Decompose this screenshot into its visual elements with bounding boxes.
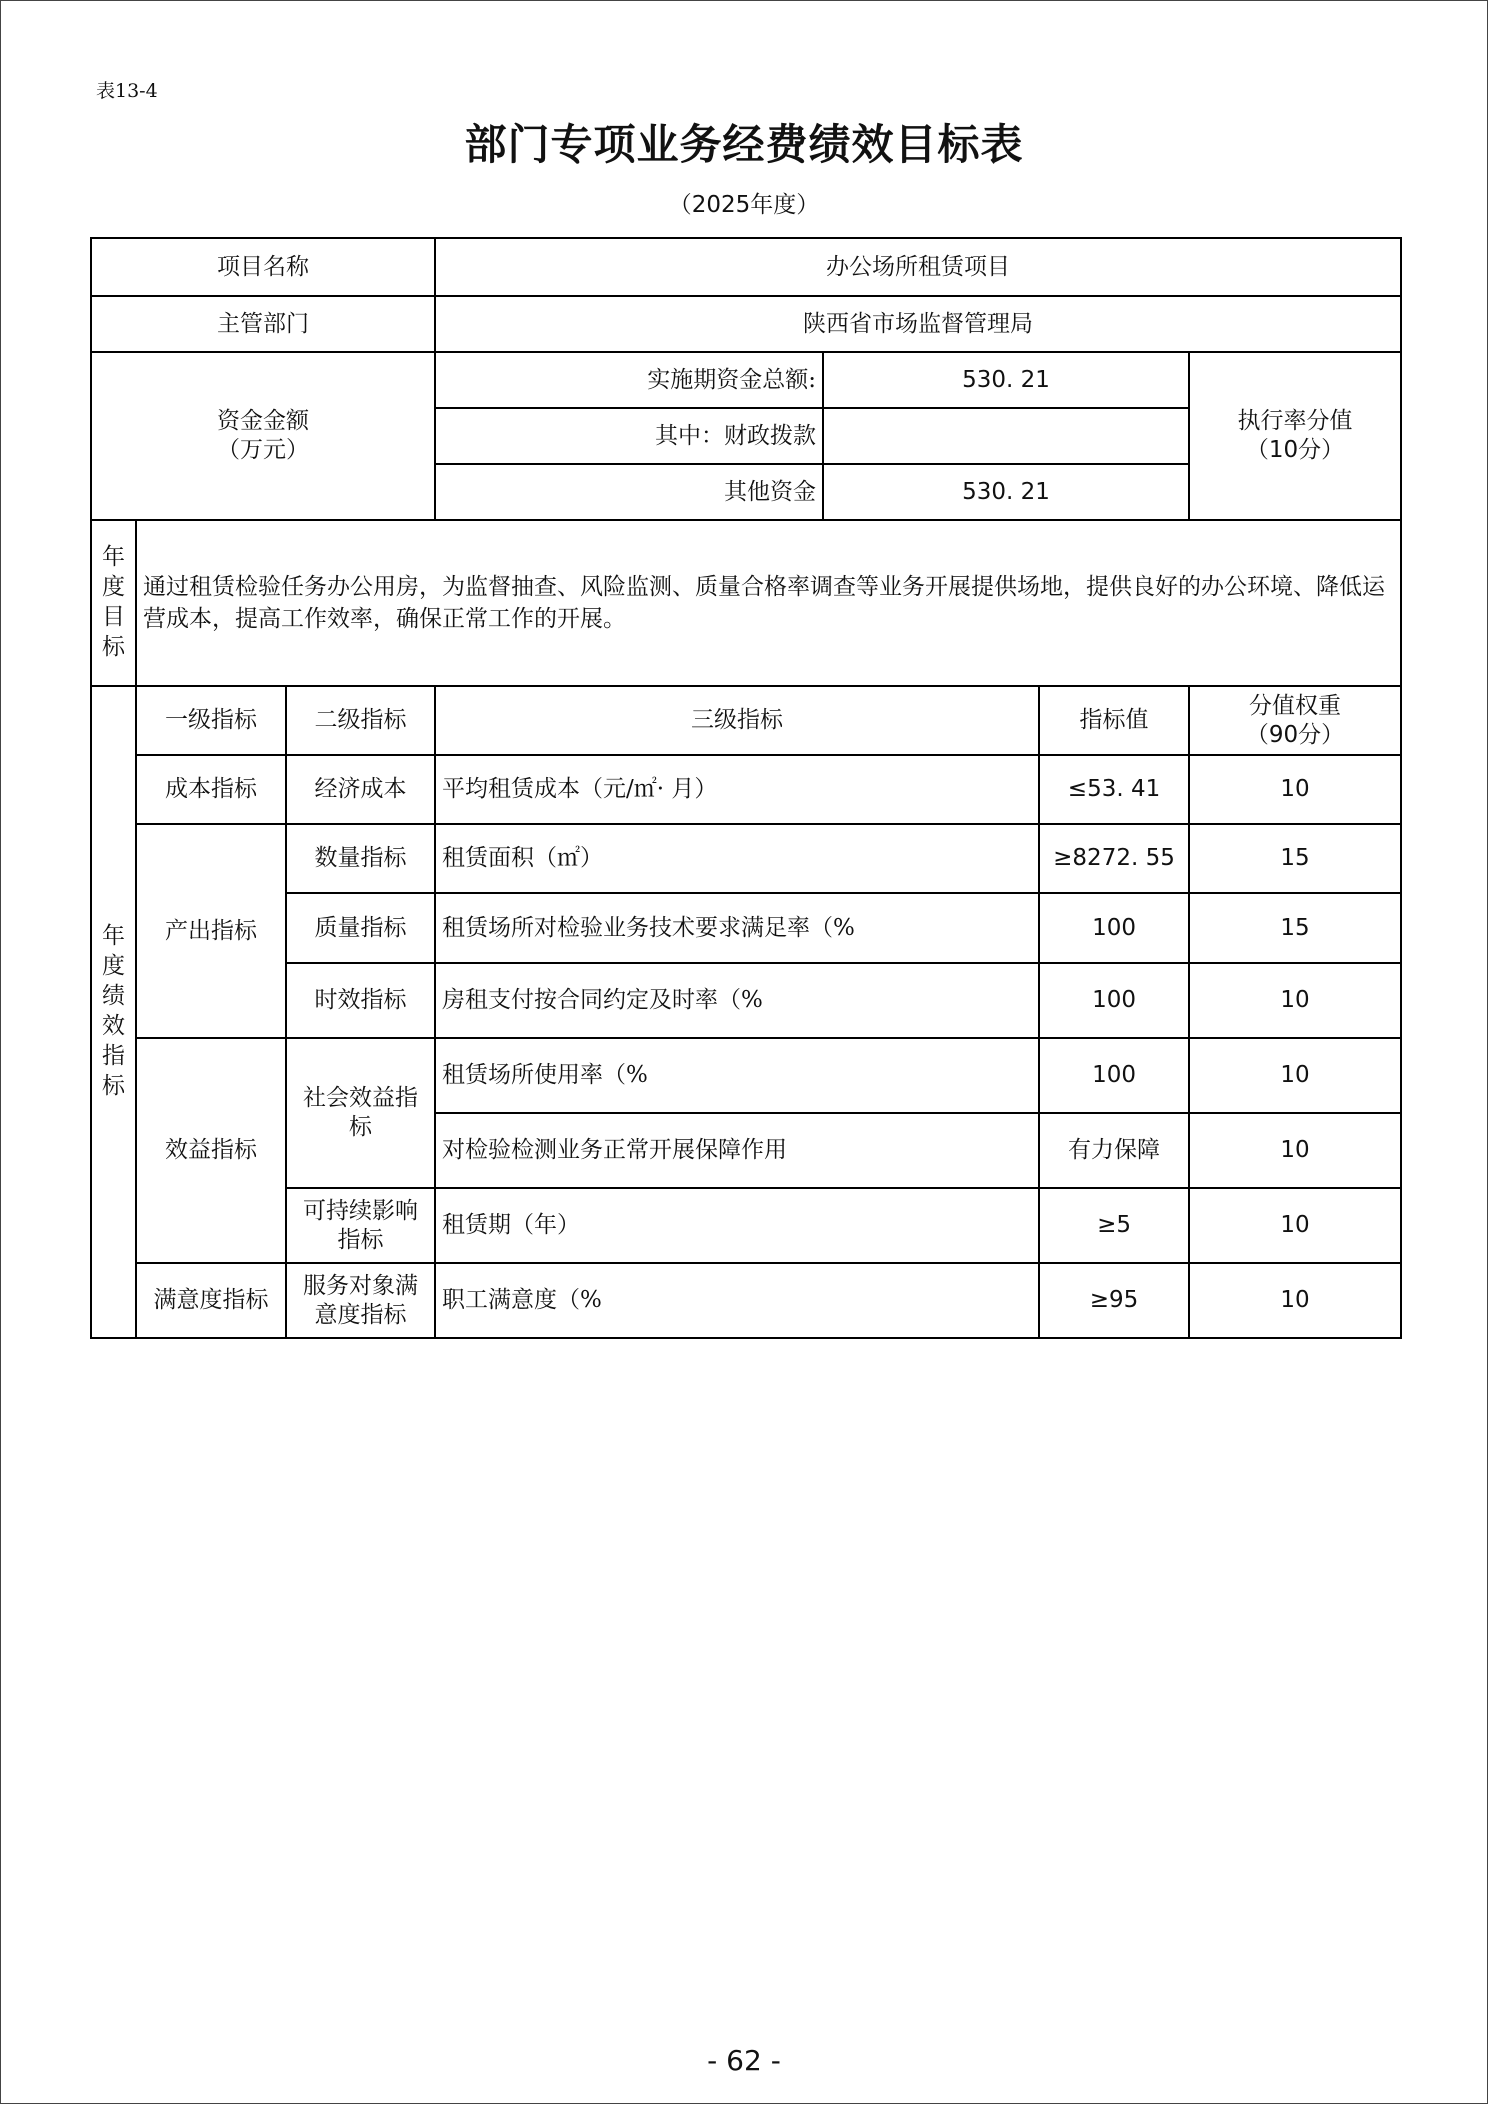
table-row bbox=[91, 824, 1401, 893]
table-row bbox=[91, 963, 1401, 1038]
funds-fiscal-label: 其中：财政拨款 bbox=[435, 408, 823, 464]
header-level3: 三级指标 bbox=[435, 686, 1039, 755]
table-row bbox=[91, 1038, 1401, 1113]
level3-cell: 租赁期（年） bbox=[435, 1188, 1039, 1263]
header-level2: 二级指标 bbox=[286, 686, 435, 755]
level3-cell: 租赁场所使用率（% bbox=[435, 1038, 1039, 1113]
table-code: 表13-4 bbox=[96, 80, 158, 102]
level1-cell: 产出指标 bbox=[136, 824, 286, 1038]
level3-cell: 房租支付按合同约定及时率（% bbox=[435, 963, 1039, 1038]
weight-cell: 10 bbox=[1189, 963, 1401, 1038]
performance-target-table bbox=[90, 237, 1402, 1339]
header-weight-line2: （90分） bbox=[1245, 721, 1345, 748]
project-name-value: 办公场所租赁项目 bbox=[435, 238, 1401, 296]
value-cell: ≥8272. 55 bbox=[1039, 824, 1189, 893]
level3-cell: 平均租赁成本（元/㎡· 月） bbox=[435, 755, 1039, 824]
funds-total-label: 实施期资金总额: bbox=[435, 352, 823, 408]
execution-rate-line2: （10分） bbox=[1245, 437, 1345, 463]
annual-goal-row bbox=[91, 520, 1401, 686]
weight-cell: 10 bbox=[1189, 1188, 1401, 1263]
funds-total-value: 530. 21 bbox=[823, 352, 1189, 408]
fiscal-year: （2025年度） bbox=[668, 192, 820, 218]
department-value: 陕西省市场监督管理局 bbox=[435, 296, 1401, 352]
level2-cell: 质量指标 bbox=[286, 893, 435, 963]
page-number: - 62 - bbox=[707, 2044, 781, 2077]
funds-total-row bbox=[91, 352, 1401, 408]
value-cell: 有力保障 bbox=[1039, 1113, 1189, 1188]
department-row bbox=[91, 296, 1401, 352]
level2-cell: 服务对象满意度指标 bbox=[286, 1263, 435, 1338]
weight-cell: 10 bbox=[1189, 1038, 1401, 1113]
table-row bbox=[91, 755, 1401, 824]
level1-cell: 效益指标 bbox=[136, 1038, 286, 1263]
level3-cell: 职工满意度（% bbox=[435, 1263, 1039, 1338]
funds-label-line1: 资金金额 bbox=[217, 408, 309, 435]
indicator-header-row bbox=[91, 686, 1401, 755]
annual-goal-label-cell bbox=[91, 520, 136, 686]
level2-cell: 数量指标 bbox=[286, 824, 435, 893]
funds-label-line2: （万元） bbox=[217, 437, 309, 463]
level1-cell: 成本指标 bbox=[136, 755, 286, 824]
level2-cell: 可持续影响指标 bbox=[286, 1188, 435, 1263]
value-cell: 100 bbox=[1039, 893, 1189, 963]
funds-label bbox=[91, 352, 435, 520]
value-cell: 100 bbox=[1039, 1038, 1189, 1113]
value-cell: ≥5 bbox=[1039, 1188, 1189, 1263]
weight-cell: 15 bbox=[1189, 893, 1401, 963]
level3-cell: 租赁面积（㎡） bbox=[435, 824, 1039, 893]
page-title: 部门专项业务经费绩效目标表 bbox=[464, 120, 1024, 169]
indicator-section-label-cell bbox=[91, 686, 136, 1338]
level2-cell: 社会效益指标 bbox=[286, 1038, 435, 1188]
table-row bbox=[91, 1188, 1401, 1263]
header-weight bbox=[1189, 686, 1401, 755]
header-value: 指标值 bbox=[1039, 686, 1189, 755]
level3-cell: 租赁场所对检验业务技术要求满足率（% bbox=[435, 893, 1039, 963]
annual-goal-label: 年度目标 bbox=[102, 544, 125, 660]
table-row bbox=[91, 893, 1401, 963]
header-level1: 一级指标 bbox=[136, 686, 286, 755]
weight-cell: 10 bbox=[1189, 1113, 1401, 1188]
value-cell: ≥95 bbox=[1039, 1263, 1189, 1338]
funds-fiscal-value bbox=[823, 408, 1189, 464]
level1-cell: 满意度指标 bbox=[136, 1263, 286, 1338]
level2-cell: 时效指标 bbox=[286, 963, 435, 1038]
execution-rate-line1: 执行率分值 bbox=[1237, 408, 1353, 435]
weight-cell: 15 bbox=[1189, 824, 1401, 893]
execution-rate-label bbox=[1189, 352, 1401, 520]
level2-cell: 经济成本 bbox=[286, 755, 435, 824]
level3-cell: 对检验检测业务正常开展保障作用 bbox=[435, 1113, 1039, 1188]
header-weight-line1: 分值权重 bbox=[1249, 692, 1342, 719]
table-row bbox=[91, 1263, 1401, 1338]
annual-goal-text: 通过租赁检验任务办公用房，为监督抽查、风险监测、质量合格率调查等业务开展提供场地，提供良好的办公环境、降低运营成本，提高工作效率，确保正常工作的开展。 bbox=[136, 520, 1401, 686]
funds-other-value: 530. 21 bbox=[823, 464, 1189, 520]
weight-cell: 10 bbox=[1189, 1263, 1401, 1338]
project-name-label: 项目名称 bbox=[91, 238, 435, 296]
value-cell: ≤53. 41 bbox=[1039, 755, 1189, 824]
project-name-row bbox=[91, 238, 1401, 296]
funds-other-label: 其他资金 bbox=[435, 464, 823, 520]
indicator-section-label: 年度绩效指标 bbox=[102, 923, 125, 1099]
department-label: 主管部门 bbox=[91, 296, 435, 352]
value-cell: 100 bbox=[1039, 963, 1189, 1038]
weight-cell: 10 bbox=[1189, 755, 1401, 824]
